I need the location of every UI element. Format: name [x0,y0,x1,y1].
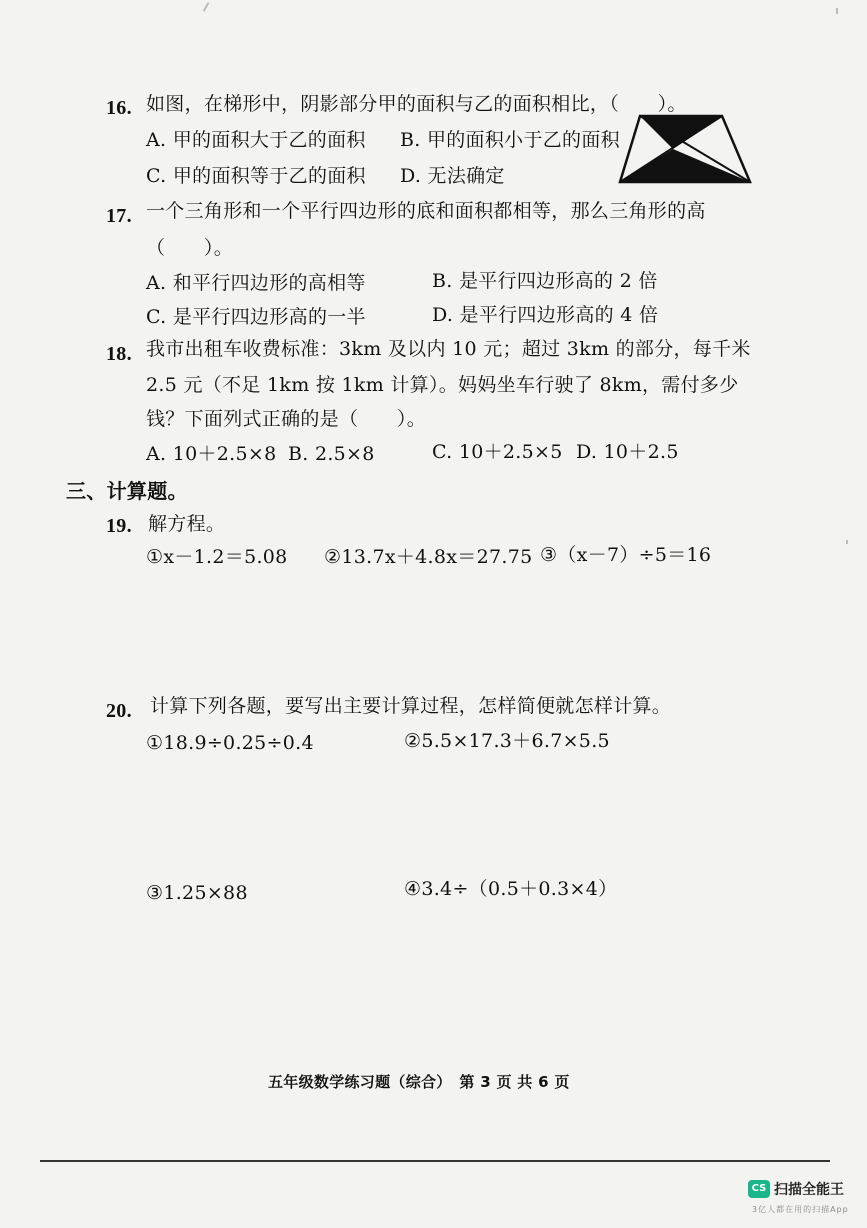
expression-3: ③1.25×88 [146,882,248,904]
expression-2: ②5.5×17.3＋6.7×5.5 [404,730,610,752]
equation-3: ③（x－7）÷5＝16 [540,544,712,566]
question-17-number: 17. [106,205,132,227]
page-footer: 五年级数学练习题（综合） 第 3 页 共 6 页 [268,1073,570,1091]
camscanner-name: 扫描全能王 [774,1182,844,1198]
question-18-option-c: C. 10＋2.5×5 [432,441,563,463]
question-18-stem-line1: 我市出租车收费标准：3km 及以内 10 元；超过 3km 的部分，每千米 [146,338,751,360]
bottom-rule [40,1160,830,1162]
camscanner-logo-icon: CS [748,1180,770,1198]
scan-speck [203,2,210,12]
question-16-option-b: B. 甲的面积小于乙的面积 [400,129,620,151]
question-18-option-d: D. 10＋2.5 [576,441,679,463]
shaded-region-top [640,116,722,149]
question-18-option-a: A. 10＋2.5×8 [146,443,277,465]
question-16-option-c: C. 甲的面积等于乙的面积 [146,165,366,187]
question-17-option-d: D. 是平行四边形高的 4 倍 [432,304,659,326]
question-17-option-b: B. 是平行四边形高的 2 倍 [432,270,658,292]
question-18-stem-line3: 钱？下面列式正确的是（ ）。 [146,408,427,430]
section-3-title: 三、计算题。 [66,479,188,503]
question-20-stem: 计算下列各题，要写出主要计算过程，怎样简便就怎样计算。 [150,695,672,717]
question-20-number: 20. [106,700,132,722]
question-18-number: 18. [106,343,132,365]
equation-2: ②13.7x＋4.8x＝27.75 [324,546,533,568]
question-17-stem-line1: 一个三角形和一个平行四边形的底和面积都相等，那么三角形的高 [146,200,706,222]
equation-1: ①x－1.2＝5.08 [146,546,288,568]
question-19-stem: 解方程。 [148,513,226,535]
question-16-option-d: D. 无法确定 [400,165,505,187]
question-16-option-a: A. 甲的面积大于乙的面积 [146,129,366,151]
question-17-option-c: C. 是平行四边形高的一半 [146,306,366,328]
question-18-option-b: B. 2.5×8 [288,443,375,465]
question-17-option-a: A. 和平行四边形的高相等 [146,272,366,294]
expression-4: ④3.4÷（0.5＋0.3×4） [404,878,618,900]
camscanner-tagline: 3亿人都在用的扫描App [752,1205,849,1214]
scan-speck [836,8,838,14]
question-16-number: 16. [106,97,132,119]
expression-1: ①18.9÷0.25÷0.4 [146,732,314,754]
question-17-stem-line2: （ ）。 [146,237,234,259]
question-19-number: 19. [106,515,132,537]
shaded-region-bottom [620,149,750,182]
question-18-stem-line2: 2.5 元（不足 1km 按 1km 计算）。妈妈坐车行驶了 8km，需付多少 [146,374,739,396]
scan-speck [846,540,848,544]
trapezoid-figure [618,112,754,186]
question-16-stem: 如图，在梯形中，阴影部分甲的面积与乙的面积相比，（ ）。 [146,93,687,115]
